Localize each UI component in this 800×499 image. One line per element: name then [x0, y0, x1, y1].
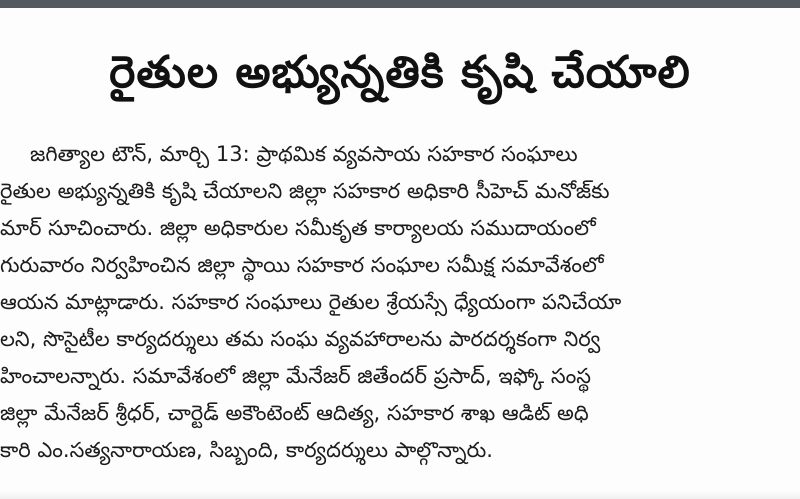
article-line: జగిత్యాల టౌన్, మార్చి 13: ప్రాథమిక వ్యవసాయ సహకార సంఘాలు [30, 142, 578, 166]
top-border-rule [0, 0, 800, 8]
article-line: లని, సొసైటీల కార్యదర్శులు తమ సంఘ వ్యవహారాలను పారదర్శకంగా నిర్వ [0, 327, 601, 351]
clipping-bottom-edge [0, 491, 800, 499]
article-line: గురువారం నిర్వహించిన జిల్లా స్థాయి సహకార సంఘాల సమీక్ష సమావేశంలో [0, 253, 604, 277]
article-headline: రైతుల అభ్యున్నతికి కృషి చేయాలి [109, 47, 691, 98]
article-line: ఆయన మాట్లాడారు. సహకార సంఘాలు రైతుల శ్రేయస్సే ధ్యేయంగా పనిచేయా [0, 290, 622, 314]
newspaper-clipping [0, 8, 800, 499]
article-line: కారి ఎం.సత్యనారాయణ, సిబ్బంది, కార్యదర్శులు పాల్గొన్నారు. [0, 438, 493, 462]
article-line: రైతుల అభ్యున్నతికి కృషి చేయాలని జిల్లా సహకార అధికారి సీహెచ్ మనోజ్‌కు [0, 179, 610, 203]
article-line: జిల్లా మేనేజర్ శ్రీధర్, చార్టెడ్ అకౌంటెంట్ ఆదిత్య, సహకార శాఖ ఆడిట్ అధి [0, 401, 589, 425]
article-line: మార్ సూచించారు. జిల్లా అధికారుల సమీకృత కార్యాలయ సముదాయంలో [0, 216, 596, 240]
article-line: హించాలన్నారు. సమావేశంలో జిల్లా మేనేజర్ జితేందర్ ప్రసాద్, ఇఫ్కో సంస్థ [0, 364, 591, 388]
